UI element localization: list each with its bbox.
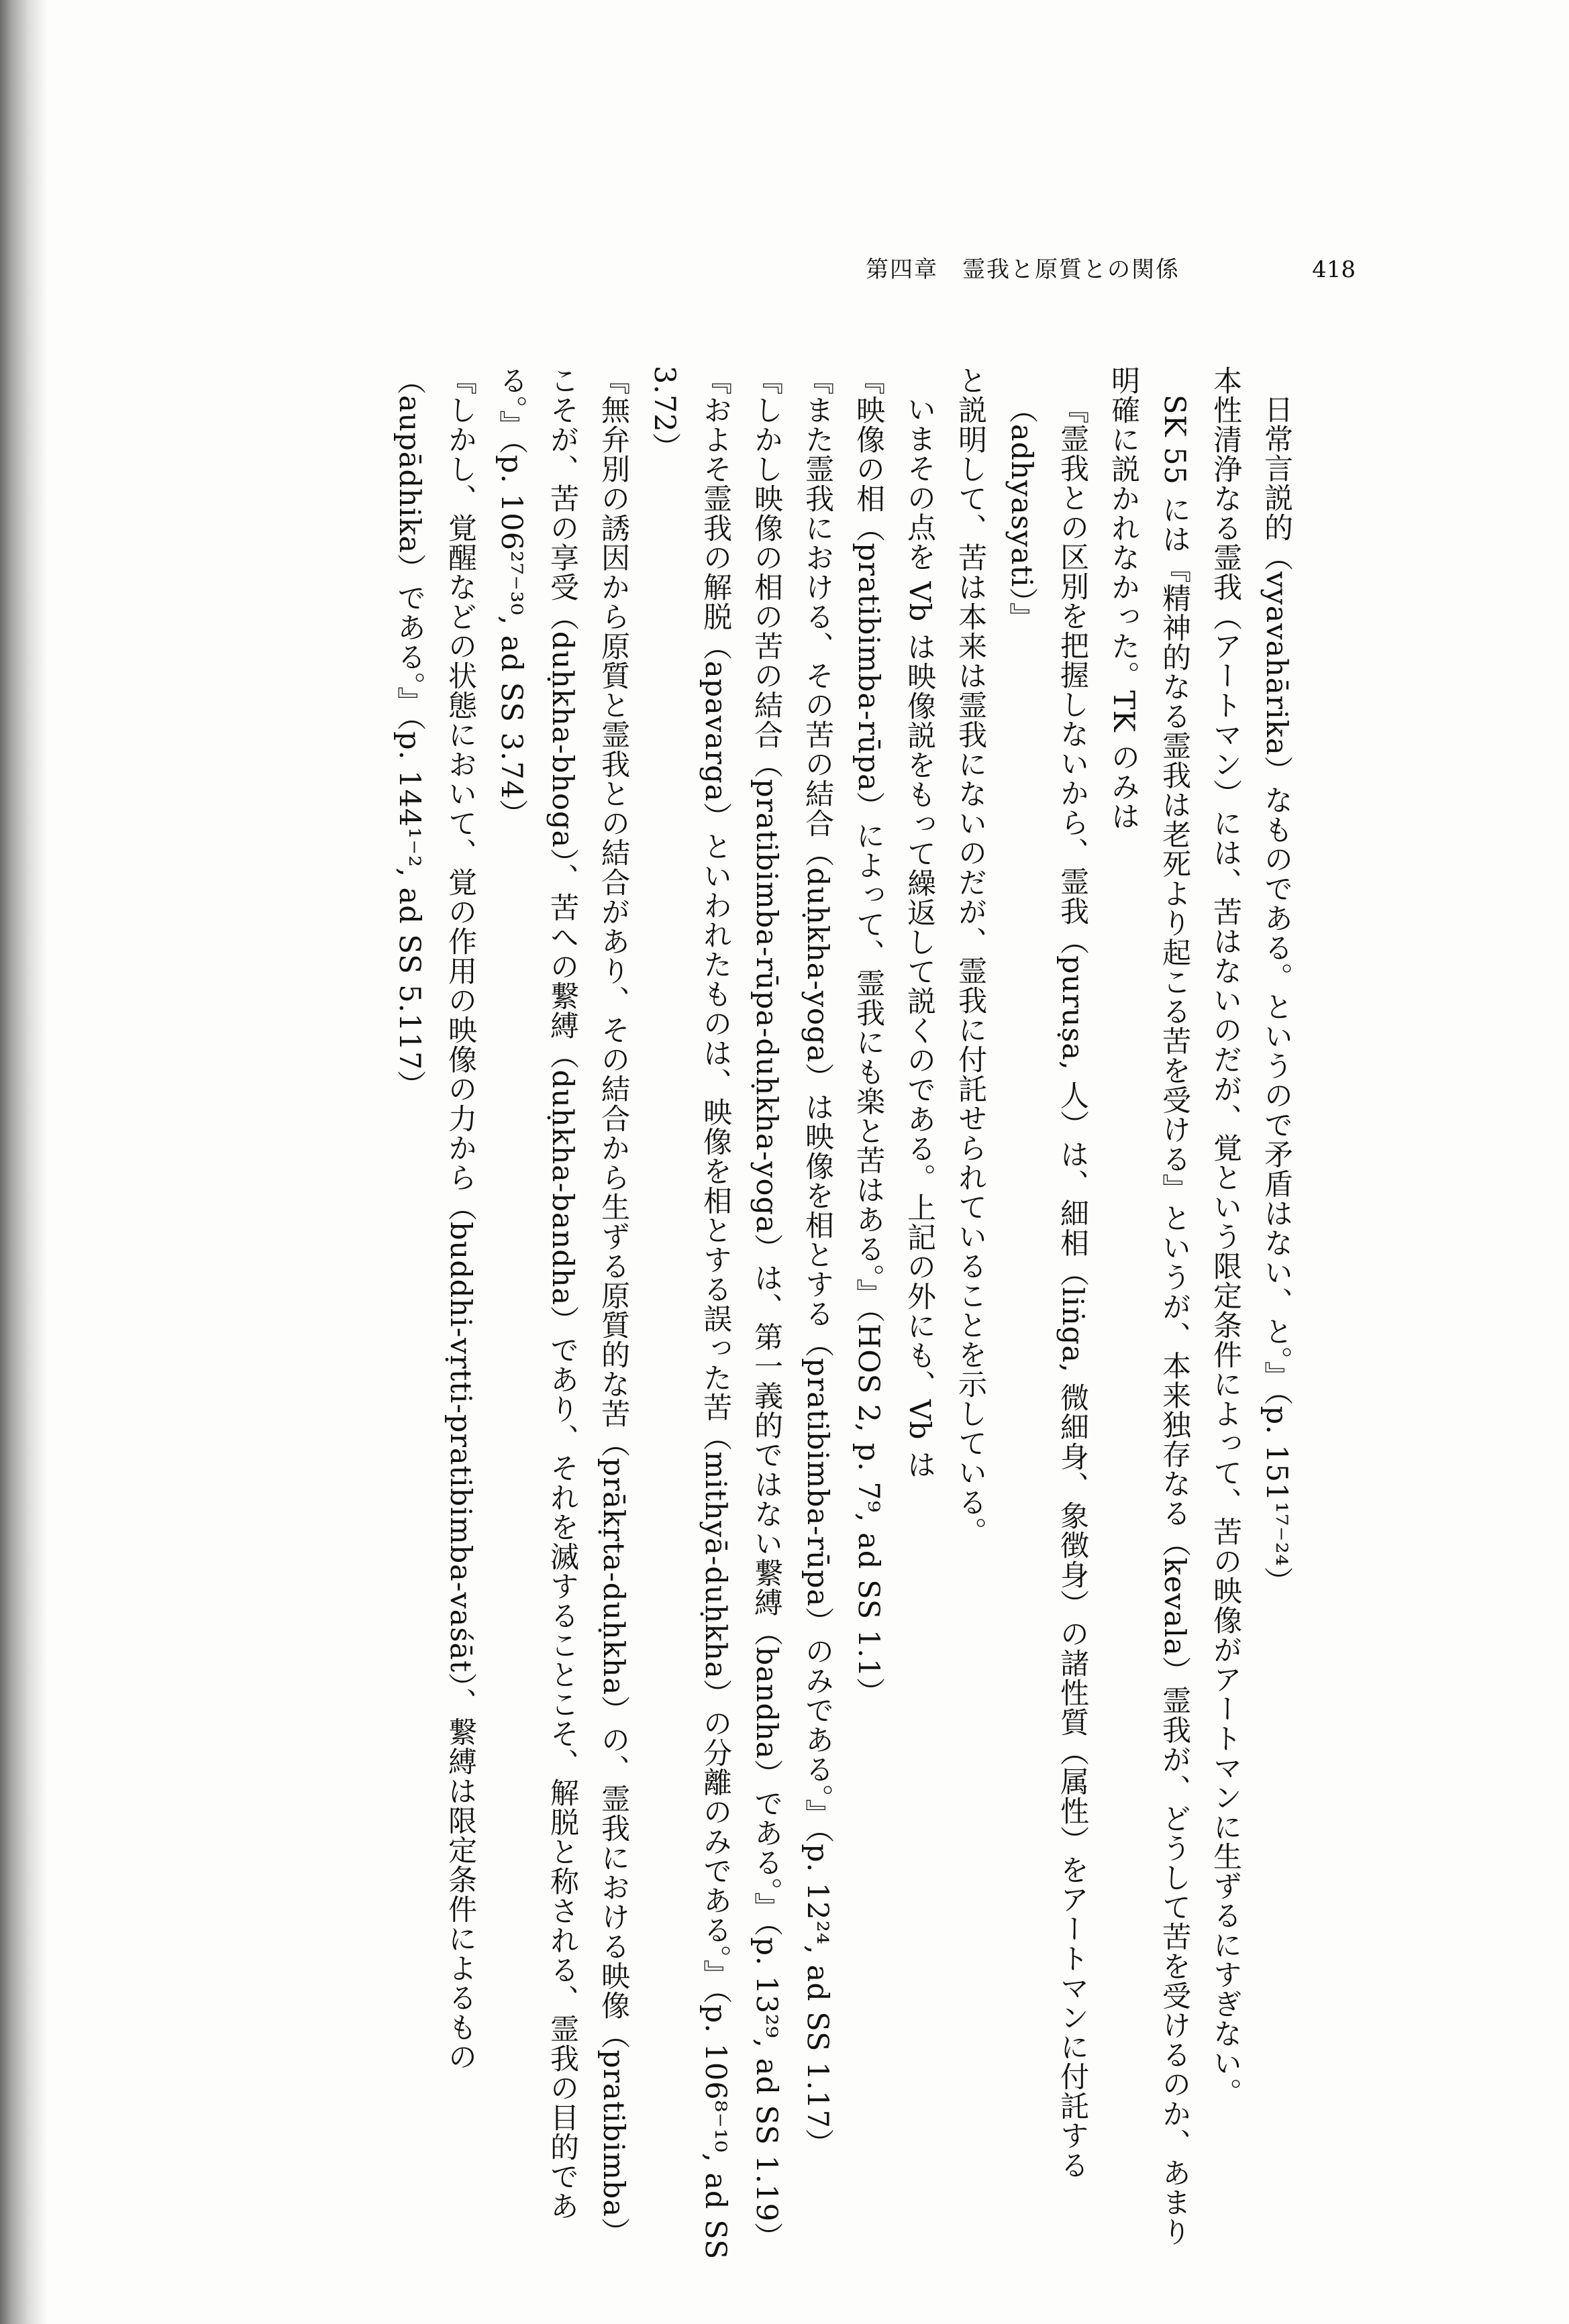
quotation: 『映像の相（pratibimba-rūpa）によって、霊我にも楽と苦はある。』（HOS 2, p. 7⁹, ad SS 1.1） [852,366,885,1707]
vertical-body-text [393,366,1302,2271]
paragraph: 日常言説的（vyavahārika）なものである。というので矛盾はない、と。』（p. 151¹⁷⁻²⁴） [1260,394,1293,1597]
quotation: 『しかし映像の相の苦の結合（pratibimba-rūpa-duḥkha-yoga）は、第一義的ではない繋縛（bandha）である。』（p. 13²⁹, ad SS 1.19） [750,366,783,2252]
running-header [866,250,1356,290]
paragraph: 本性清浄なる霊我（アートマン）には、苦はないのだが、覚という限定条件によって、苦の映像がアートマンに生ずるにすぎない。 [1209,366,1242,2107]
paragraph: SK 55 には『精神的なる霊我は老死より起こる苦を受ける』というが、本来独存なる（kevala）霊我が、どうして苦を受けるのか、あまり明確に説かれなかった。TK のみは [1107,366,1191,2247]
quotation: 『無弁別の誘因から原質と霊我との結合があり、その結合から生ずる原質的な苦（prākṛta-duḥkha）の、霊我における映像（pratibimba）こそが、苦の享受（duḥkha-bhoga）、苦への繋縛（duḥkha-bandha）であり、それを滅することこそ、解脱と称される、霊我の目的である。』（p. 106²⁷⁻³⁰, ad SS 3.74） [495,366,630,2248]
quotation: 『また霊我における、その苦の結合（duḥkha-yoga）は映像を相とする（pratibimba-rūpa）のみである。』（p. 12²⁴, ad SS 1.17） [801,366,834,2158]
scan-shadow-edge [0,0,47,2324]
paragraph: いまその点を Vb は映像説をもって繰返して説くのである。上記の外にも、Vb は [903,394,936,1480]
running-title: 第四章 霊我と原質との関係 [866,256,1180,283]
quotation: 『しかし、覚醒などの状態において、覚の作用の映像の力から（buddhi-vṛtti-pratibimba-vaśāt）、繋縛は限定条件によるもの（aupādhika）である。』（p. 144¹⁻², ad SS 5.117） [393,366,477,2072]
quotation: 『霊我との区別を把握しないから、霊我（puruṣa, 人）は、細相（liṅga, 微細身、象徴身）の諸性質（属性）をアートマンに付託する（adhyasyati）』 [1005,394,1089,2180]
page-number: 418 [1312,256,1356,283]
quotation: 『およそ霊我の解脱（apavarga）といわれたものは、映像を相とする誤った苦（mithyā-duḥkha）の分離のみである。』（p. 106⁸⁻¹⁰, ad SS 3.72） [648,366,732,2260]
paragraph: と説明して、苦は本来は霊我にないのだが、霊我に付託せられていることを示している。 [954,366,987,1546]
